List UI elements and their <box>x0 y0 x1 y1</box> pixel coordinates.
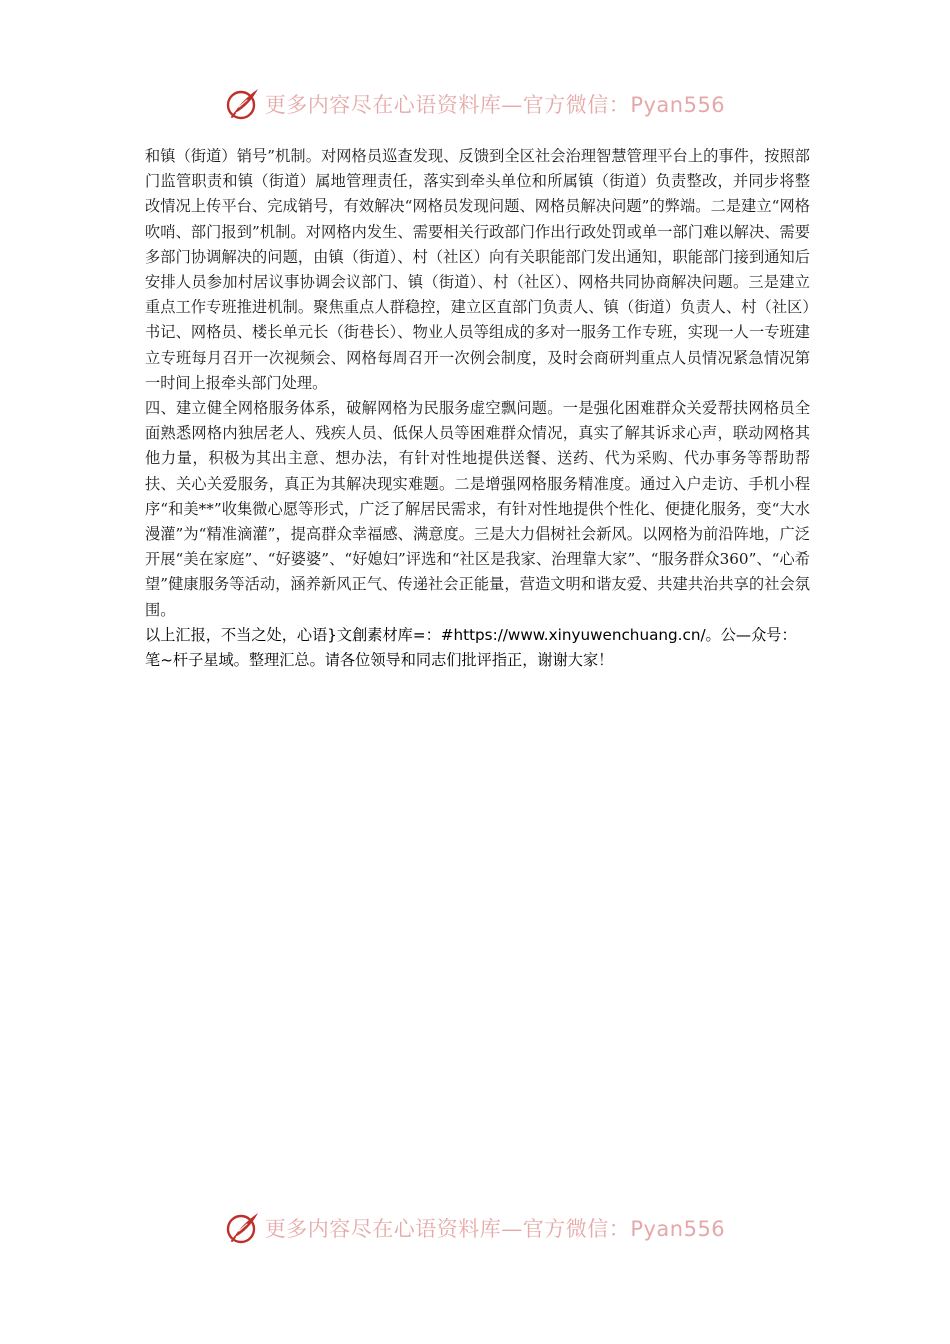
header-banner <box>0 84 950 124</box>
footer-banner <box>0 1208 950 1248</box>
body-paragraph-2: 四、建立健全网格服务体系，破解网格为民服务虚空飘问题。一是强化困难群众关爱帮扶网格员全面熟悉网格内独居老人、残疾人员、低保人员等困难群众情况，真实了解其诉求心声，联动网格其他力量，积极为其出主意、想办法，有针对性地提供送餐、送药、代为采购、代办事务等帮助帮扶、关心关爱服务，真正为其解决现实难题。二是增强网格服务精准度。通过入户走访、手机小程序“和美**”收集微心愿等形式，广泛了解居民需求，有针对性地提供个性化、便捷化服务，变“大水漫灌”为“精准滴灌”，提高群众幸福感、满意度。三是大力倡树社会新风。以网格为前沿阵地，广泛开展“美在家庭”、“好婆婆”、“好媳妇”评选和“社区是我家、治理靠大家”、“服务群众360”、“心希望”健康服务等活动，涵养新风正气、传递社会正能量，营造文明和谐友爱、共建共治共享的社会氛围。 <box>145 399 810 619</box>
header-banner-text: 更多内容尽在心语资料库—官方微信：Pyan556 <box>264 93 726 117</box>
closing-paragraph: 以上汇报，不当之处，心语}文創素材库=：#https://www.xinyuwenchuang.cn/。公—众号：笔~杆子星域。整理汇总。请各位领导和同志们批评指正，谢谢大家！ <box>145 625 797 670</box>
footer-banner-text: 更多内容尽在心语资料库—官方微信：Pyan556 <box>264 1217 726 1241</box>
quill-pen-logo-icon <box>225 1210 261 1246</box>
header-wechat-id: Pyan556 <box>630 93 726 117</box>
document-body <box>145 144 810 673</box>
quill-pen-logo-icon <box>225 86 261 122</box>
body-paragraph-1: 和镇（街道）销号”机制。对网格员巡查发现、反馈到全区社会治理智慧管理平台上的事件，按照部门监管职责和镇（街道）属地管理责任，落实到牵头单位和所属镇（街道）负责整改，并同步将整改情况上传平台、完成销号，有效解决“网格员发现问题、网格员解决问题”的弊端。二是建立“网格吹哨、部门报到”机制。对网格内发生、需要相关行政部门作出行政处罚或单一部门难以解决、需要多部门协调解决的问题，由镇（街道）、村（社区）向有关职能部门发出通知，职能部门接到通知后安排人员参加村居议事协调会议部门、镇（街道）、村（社区）、网格共同协商解决问题。三是建立重点工作专班推进机制。聚焦重点人群稳控，建立区直部门负责人、镇（街道）负责人、村（社区）书记、网格员、楼长单元长（街巷长）、物业人员等组成的多对一服务工作专班，实现一人一专班建立专班每月召开一次视频会、网格每周召开一次例会制度，及时会商研判重点人员情况紧急情况第一时间上报牵头部门处理。 <box>145 147 810 392</box>
footer-wechat-id: Pyan556 <box>630 1217 726 1241</box>
